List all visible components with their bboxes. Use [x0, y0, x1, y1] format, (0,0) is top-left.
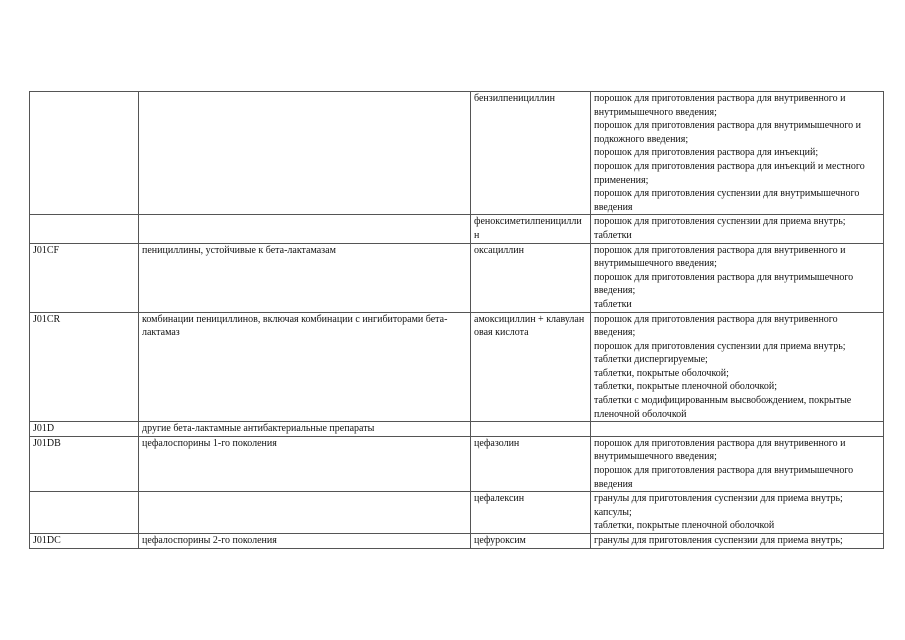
table-row: [30, 492, 884, 534]
dosage-forms-cell: [591, 436, 884, 491]
dosage-form-item: порошок для приготовления суспензии для внутримышечного введения: [594, 188, 860, 213]
dosage-form-item: капсулы;: [594, 506, 632, 518]
dosage-form-item: таблетки, покрытые пленочной оболочкой: [594, 520, 775, 532]
atc-code-cell: J01D: [30, 422, 139, 437]
atc-code-cell: J01DC: [30, 534, 139, 549]
atc-group-name-cell: [139, 92, 471, 215]
table-row: [30, 92, 884, 215]
atc-group-name-cell: [139, 492, 471, 534]
dosage-form-item: таблетки: [594, 298, 632, 310]
drug-name-cell: [471, 422, 591, 437]
drug-name-cell: бензилпенициллин: [471, 92, 591, 215]
atc-group-name-cell: цефалоспорины 2-го поколения: [139, 534, 471, 549]
dosage-form-item: таблетки, покрытые оболочкой;: [594, 367, 729, 379]
dosage-form-item: порошок для приготовления раствора для инъекций и местного применения;: [594, 160, 865, 186]
table-row: [30, 436, 884, 491]
dosage-forms-cell: [591, 215, 884, 243]
dosage-form-item: гранулы для приготовления суспензии для приема внутрь;: [594, 535, 843, 546]
table-row: [30, 534, 884, 549]
dosage-forms-cell: [591, 492, 884, 534]
atc-code-cell: J01CF: [30, 243, 139, 312]
dosage-form-item: таблетки, покрытые пленочной оболочкой;: [594, 381, 778, 393]
dosage-forms-cell: [591, 92, 884, 215]
dosage-form-item: таблетки: [594, 229, 632, 241]
dosage-forms-cell: [591, 422, 884, 437]
table-row: [30, 422, 884, 437]
atc-group-name-cell: комбинации пенициллинов, включая комбинации с ингибиторами бета-лактамаз: [139, 312, 471, 422]
table-row: [30, 243, 884, 312]
dosage-form-item: порошок для приготовления раствора для внутривенного и внутримышечного введения;: [594, 437, 846, 463]
dosage-forms-cell: [591, 243, 884, 312]
dosage-form-item: таблетки с модифицированным высвобождением, покрытые пленочной оболочкой: [594, 395, 852, 420]
dosage-form-item: порошок для приготовления раствора для внутривенного и внутримышечного введения;: [594, 244, 846, 270]
drug-name-cell: цефалексин: [471, 492, 591, 534]
drug-table-body: [30, 92, 884, 549]
dosage-form-item: порошок для приготовления раствора для внутримышечного и подкожного введения;: [594, 120, 862, 145]
dosage-form-item: порошок для приготовления раствора для инъекций;: [594, 147, 819, 159]
atc-group-name-cell: пенициллины, устойчивые к бета-лактамазам: [139, 243, 471, 312]
atc-code-cell: J01DB: [30, 436, 139, 491]
drug-name-cell: амоксициллин + клавулановая кислота: [471, 312, 591, 422]
drug-name-cell: цефуроксим: [471, 534, 591, 549]
table-row: [30, 312, 884, 422]
drug-table: [29, 91, 884, 549]
atc-code-cell: [30, 492, 139, 534]
dosage-form-item: порошок для приготовления раствора для внутривенного и внутримышечного введения;: [594, 93, 846, 118]
atc-group-name-cell: [139, 215, 471, 243]
atc-group-name-cell: другие бета-лактамные антибактериальные препараты: [139, 422, 471, 437]
table-row: [30, 215, 884, 243]
dosage-forms-cell: [591, 312, 884, 422]
dosage-form-item: гранулы для приготовления суспензии для приема внутрь;: [594, 493, 843, 505]
dosage-forms-cell: [591, 534, 884, 549]
atc-code-cell: [30, 215, 139, 243]
dosage-form-item: таблетки диспергируемые;: [594, 354, 708, 366]
dosage-form-item: порошок для приготовления раствора для внутримышечного введения;: [594, 271, 854, 297]
drug-name-cell: оксациллин: [471, 243, 591, 312]
dosage-form-item: порошок для приготовления раствора для внутривенного введения;: [594, 313, 838, 339]
atc-group-name-cell: цефалоспорины 1-го поколения: [139, 436, 471, 491]
atc-code-cell: J01CR: [30, 312, 139, 422]
dosage-form-item: порошок для приготовления суспензии для приема внутрь;: [594, 216, 846, 228]
atc-code-cell: [30, 92, 139, 215]
dosage-form-item: порошок для приготовления суспензии для приема внутрь;: [594, 340, 846, 352]
drug-name-cell: цефазолин: [471, 436, 591, 491]
drug-name-cell: феноксиметилпенициллин: [471, 215, 591, 243]
dosage-form-item: порошок для приготовления раствора для внутримышечного введения: [594, 465, 854, 490]
